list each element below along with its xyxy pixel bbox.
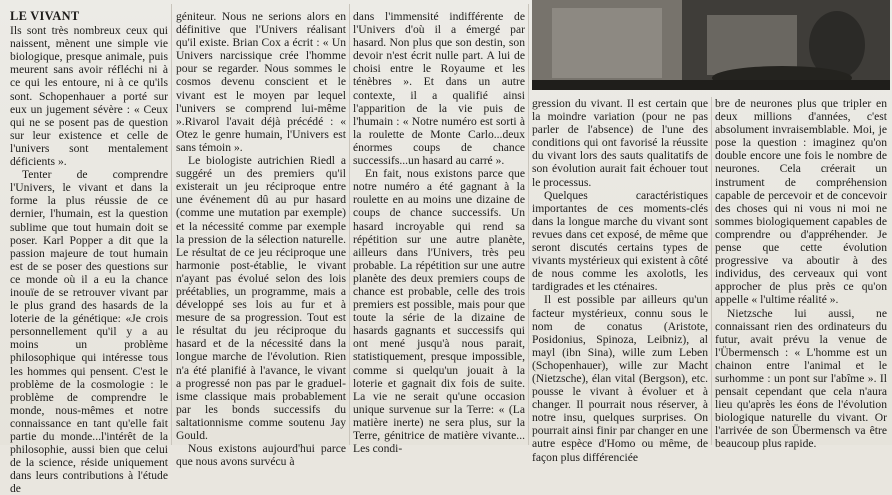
paragraph: Ils sont très nombreux ceux qui naissent, mènent une simple vie biologique, presque animale, puis meurent sans avoir réfléchi ni à ce qui les entoure, ni à ce qu'ils sont. Schopenhauer a porté sur eux un jugement sévère : « Ceux qui ne se posent pas de question sur leur existence et celle de l'univers sont mentalement déficients ». [10,24,168,169]
column-4 [532,97,708,464]
photo-illustration-icon [532,0,890,90]
paragraph: Tenter de comprendre l'Univers, le vivant et dans la forme la plus réussie de ce dernier, l'humain, est la question sublime que tout humain doit se poser. Karl Popper a dit que la passion majeure de tout humain est de se poser des questions sur ce monde où il a eu la chance inouïe de se retrouver vivant par le plus grand des hasards de la loterie de la génétique: «Je crois personnellement qu'il y a au moins un problème philosophique qui intéresse tous les hommes qui pensent. C'est le problème de la cosmologie : le problème de comprendre le monde, nous-mêmes et notre connaissance en tant qu'elle fait partie du monde...l'intérêt de la philosophie, aussi bien que celui de la science, réside uniquement dans leurs contributions à l'étude de [10,168,168,495]
paragraph: géniteur. Nous ne serions alors en définitive que l'Univers réalisant qu'il existe. Brian Cox a écrit : « Un Univers narcissique crée l'homme pour se regarder. Nous sommes le cosmos devenu conscient et le vivant est le moyen par lequel l'univers se comprend lui-même ».Rivarol l'avait déjà précédé : « Otez le genre humain, l'Univers est sans témoin ». [176,10,346,154]
paragraph: Il est possible par ailleurs qu'un facteur mystérieux, connu sous le nom de conatus (Aristote, Posidonius, Spinoza, Leibniz), al mayl (ibn Sina), wille zum Leben (Schopenhauer), wille zur Macht (Nietzsche), élan vital (Bergson), etc. pousse le vivant à évoluer et à changer. Il pourrait nous réserver, à notre insu, quelques surprises. On pourrait ainsi finir par changer en une autre espèce d'Homo ou même, de façon plus différenciée [532,293,708,464]
paragraph: Quelques caractéristiques importantes de ces moments-clés dans la longue marche du vivant sont revues dans cet exposé, de même que seront discutés certains types de vivants mystérieux qui existent à côté de nous comme les axolotls, les tardigrades et les cténaires. [532,188,708,294]
column-3 [353,10,525,455]
column-1 [10,10,168,495]
paragraph: Nous existons aujourd'hui parce que nous avons survécu à [176,442,346,469]
paragraph: dans l'immensité indifférente de l'Univers d'où il a émergé par hasard. Non plus que son destin, son devoir n'est écrit nulle part. A lui de choisi entre le Royaume et les ténèbres ». Et dans un autre contexte, il a qualifié ainsi l'apparition de la vie puis de l'humain : « Notre numéro est sorti à la roulette de Monte Carlo...deux énormes coups de chance successifs...un hasard au carré ». [353,10,525,168]
column-divider [528,4,529,445]
column-divider [171,4,172,445]
column-5 [715,97,887,451]
column-2 [176,10,346,468]
paragraph: Le biologiste autrichien Riedl a suggéré un des premiers qu'il existerait un jeu réciproque entre une événement dû au pur hasard (comme une mutation par exemple) et la nécessité comme par exemple la pression de la sélection naturelle. Le résultat de ce jeu réciproque une harmonie post-établie, le vivant n'ayant pas évolué selon des lois préétablies, un programme, mais a développé ses lois au fur et à mesure de sa progression. Tout est le résultat du jeu réciproque du hasard et de la nécessité dans la longue marche de l'évolution. Rien n'a été planifié à l'avance, le vivant a progressé non pas par le graduel-isme classique mais probablement par les bonds successifs du saltationnisme comme soutenu Jay Gould. [176,154,346,442]
paragraph: bre de neurones plus que tripler en deux millions d'années, c'est absolument invraisemblable. Moi, je pose la question : imaginez qu'on double encore une fois le nombre de neurones. Cela créerait un instrument de compréhension capable de percevoir et de concevoir des choses qui ni vous ni moi ne sommes biologiquement capables de comprendre ou d'appréhender. Je pense que cette évolution progressive va aboutir à des individus, des cerveaux qui vont approcher de plus près ce qu'on appelle « l'ultime réalité ». [715,97,887,307]
article-photo [532,0,890,90]
paragraph: Nietzsche lui aussi, ne connaissant rien des ordinateurs du futur, avait prévu la venue de l'Übermensch : « L'homme est un chainon entre l'animal et le surhomme : un pont sur l'abîme ». Il pensait cependant que cela n'aura lieu qu'après les éons de l'évolution biologique naturelle du vivant. Or l'arrivée de son Übermensch va être beaucoup plus rapide. [715,306,887,451]
column-divider [349,4,350,445]
column-divider [711,97,712,445]
paragraph: gression du vivant. Il est certain que la moindre variation (pour ne pas parler de l'absence) de l'une des conditions qui ont favorisé la réussite du vivant lors des sauts qualitatifs de son évolution aurait fait échouer tout le processus. [532,97,708,189]
section-heading: LE VIVANT [10,10,80,23]
paragraph: En fait, nous existons parce que notre numéro a été gagnant à la roulette en au moins une dizaine de coups de chance successifs. Un hasard incroyable qui rend sa répétition sur une autre planète, ailleurs dans l'Univers, très peu probable. La répétition sur une autre planète des deux premiers coups de chance est probable, celle des trois premiers est possible, mais pour que toute la série de la dizaine de hasards gagnants et successifs qui ont mené jusqu'à nous parait, statistiquement, presque impossible, comme si quelqu'un jouait à la loterie et gagnait dix fois de suite. La vie ne serait qu'une occasion unique survenue sur la Terre: « (La matière inerte) ne sera plus, sur la Terre, génitrice de matière vivante... Les condi- [353,167,525,456]
